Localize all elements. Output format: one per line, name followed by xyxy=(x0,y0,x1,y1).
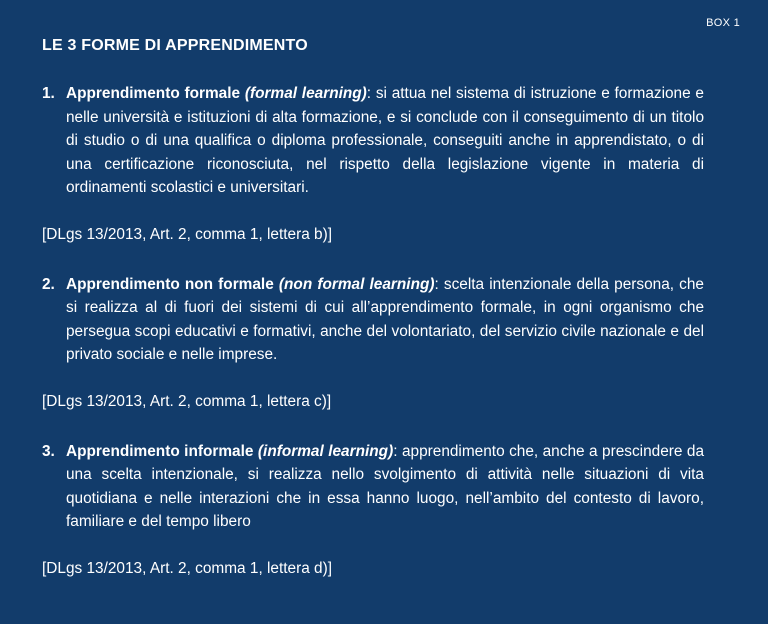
item-english-term: (informal learning) xyxy=(257,442,394,460)
box-title: LE 3 FORME DI APPRENDIMENTO xyxy=(42,37,308,54)
definitions-list xyxy=(42,82,704,607)
item-english-term: (non formal learning) xyxy=(278,275,435,293)
definition-item-formal xyxy=(42,82,704,200)
legal-reference: [DLgs 13/2013, Art. 2, comma 1, lettera b)] xyxy=(42,225,333,243)
item-number: 3. xyxy=(42,442,55,460)
item-text xyxy=(66,440,704,534)
legal-reference: [DLgs 13/2013, Art. 2, comma 1, lettera c)] xyxy=(42,392,332,410)
item-english-term: (formal learning) xyxy=(244,85,367,102)
definition-item-informal xyxy=(42,440,704,534)
item-term: Apprendimento formale xyxy=(66,85,241,102)
item-text xyxy=(66,273,704,367)
item-number: 1. xyxy=(42,85,55,102)
legal-reference: [DLgs 13/2013, Art. 2, comma 1, lettera d)] xyxy=(42,559,333,577)
item-description: : si attua nel sistema di istruzione e formazione e nelle università e istituzioni di alta formazione, e si conclude con il conseguimento di un titolo di studio o di una qualifica o diploma professionale, conseguiti anche in apprendistato, o di una certificazione riconosciuta, nel rispetto della legislazione vigente in materia di ordinamenti scolastici e universitari. xyxy=(66,85,704,197)
box-label: BOX 1 xyxy=(706,17,740,29)
item-description: : scelta intenzionale della persona, che si realizza al di fuori dei sistemi di cui all’apprendimento formale, in ogni organismo che persegua scopi educativi e formativi, anche del volontariato, del servizio civile nazionale e del privato sociale e nelle imprese. xyxy=(66,275,704,364)
definition-item-non-formal xyxy=(42,273,704,367)
item-description: : apprendimento che, anche a prescindere da una scelta intenzionale, si realizza nello svolgimento di attività nelle situazioni di vita quotidiana e nelle interazioni che in essa hanno luogo, nell’ambito del contesto di lavoro, familiare e del tempo libero xyxy=(66,442,705,531)
item-number: 2. xyxy=(42,275,55,293)
item-term: Apprendimento informale xyxy=(66,442,254,460)
item-term: Apprendimento non formale xyxy=(66,275,274,293)
item-text xyxy=(66,82,704,200)
